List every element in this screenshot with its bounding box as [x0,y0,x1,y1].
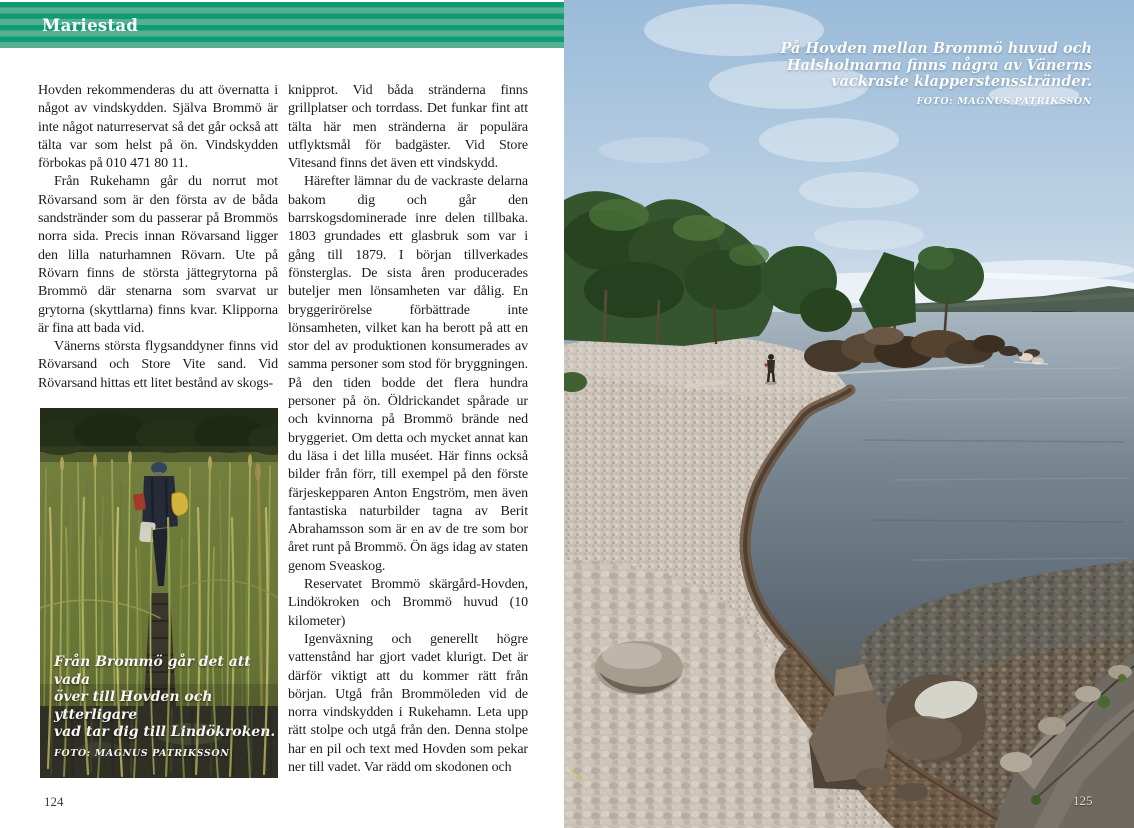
paragraph: Hovden rekommenderas du att övernatta i något av vindskydden. Själva Brommö är inte något naturreservat så det går också att tälta var som helst på ön. Vindskydden förbokas på 010 471 80 11. [38,83,278,172]
paragraph: Reservatet Brommö skärgård-Hovden, Lindökroken och Brommö huvud (10 kilometer) [288,577,528,629]
caption-line: Halsholmarna finns några av Vänerns [786,56,1092,74]
paragraph: Igenväxning och generellt högre vattenstånd har gjort vadet klurigt. Det är därför viktigt att du kommer rätt från början. Utgå från Brommöleden vid de norra vindskydden i Rukehamn. Leta upp rätt stolpe och utgå från den. Denna stolpe har en pil och text med Hovden som pekar ner till vadet. Var rädd om skodonen och [288,631,528,775]
beach-photo [564,0,1134,828]
caption-line: vackraste klapperstensstränder. [831,73,1092,90]
forest-band [40,408,278,462]
paragraph: knipprot. Vid båda stränderna finns grillplatser och torrdass. Det funkar fint att tälta här men stränderna är populära utflyktsmål för badgäster. Vid Store Vitesand finns det även ett vindskydd. [288,83,528,172]
left-photo-caption [54,654,278,762]
caption-line: över till Hovden och ytterligare [54,689,213,723]
caption-line: På Hovden mellan Brommö huvud och [780,40,1092,57]
photo-credit: FOTO: MAGNUS PATRIKSSON [54,747,230,759]
beach-photo-illustration [564,0,1134,828]
paragraph: Vänerns största flygsanddyner finns vid Rövarsand och Store Vite sand. Vid Rövarsand hittas ett litet bestånd av skogs- [38,339,278,391]
photo-credit: FOTO: MAGNUS PATRIKSSON [916,95,1092,107]
section-banner [0,2,564,48]
right-photo-caption [780,41,1092,110]
reeds-photo [40,408,278,778]
caption-line: Från Brommö går det att vada [54,654,251,688]
caption-line: vad tar dig till Lindökroken. [54,724,276,740]
text-column-2 [288,82,528,778]
page-number-left: 124 [44,794,64,809]
paragraph: Härefter lämnar du de vackraste delarna bakom dig och går den barrskogsdominerade inre delen tillbaka. 1803 grundades ett glasbruk som var i gång till 1879. I början tillverkades fönsterglas. De sista åren producerades buteljer men lönsamheten var dålig. En bryggerirörelse förbättrade inte lönsamheten, vilket kan ha berott på att en stor del av produktionen konsumerades av samma personer som stod för bryggningen. På den tiden bodde det flera hundra personer på ön. Öldrickandet spårade ur och kvinnorna på Brommö brände ned bryggeriet. Om detta och mycket annat kan du läsa i det lilla muséet. Här finns också bilder från förr, till exempel på den förste färjeskepparen Anton Engström, men även fantastiska naturbilder tagna av Berit Abrahamsson som är en av de tre som bor året runt på Brommö. Ön ägs idag av staten genom Sveaskog. [288,174,528,574]
paragraph: Från Rukehamn går du norrut mot Rövarsand som är den första av de båda sandstränder som du passerar på Brommös norra sida. Precis innan Rövarsand ligger den lilla naturhamnen Rövarn. Ute på Rövarn finns de största jättegrytorna på Brommö där stenarna som svarvat ur grytorna (skyttlarna) finns kvar. Klipporna är fina att bada vid. [38,174,278,336]
page-number-right: 125 [1073,793,1093,808]
section-title: Mariestad [42,16,139,35]
